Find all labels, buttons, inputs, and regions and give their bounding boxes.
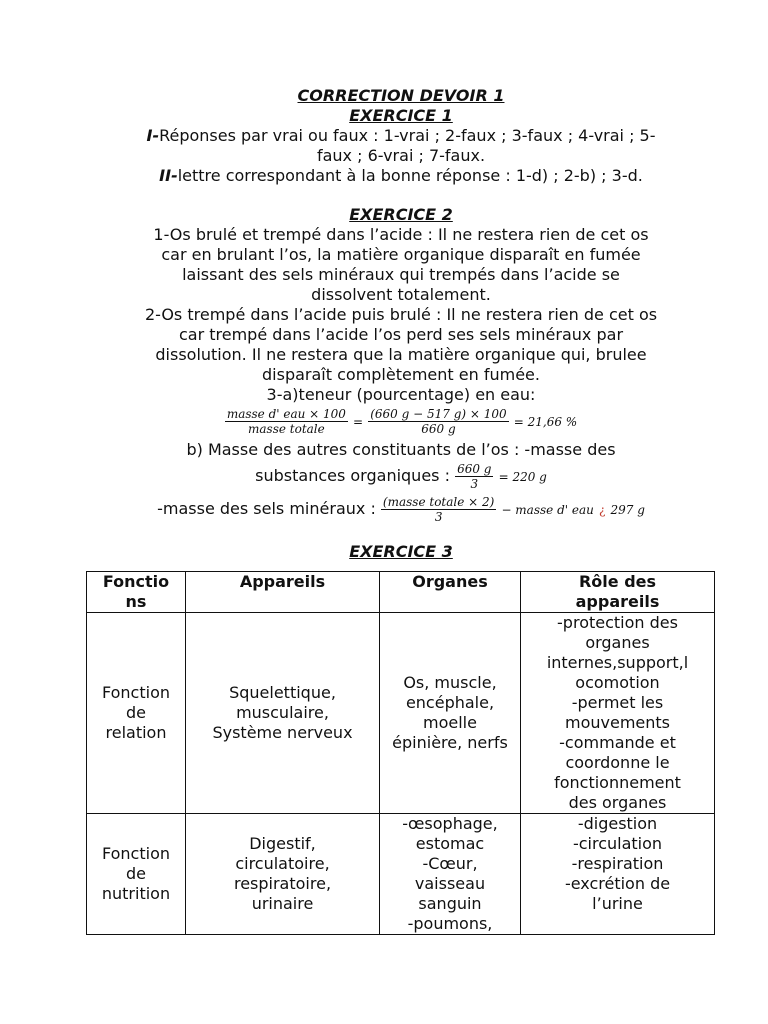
organic-mass-fraction [455, 462, 493, 491]
fraction-2-numerator: (660 g − 517 g) × 100 [370, 407, 507, 421]
mineral-mass-label: -masse des sels minéraux : [157, 499, 376, 518]
document-title: CORRECTION DEVOIR 1 [297, 86, 505, 105]
part-2-prefix: II- [159, 166, 178, 185]
exercise-2-line: dissolvent totalement. [311, 285, 491, 304]
fraction-1-numerator: masse d' eau × 100 [226, 407, 346, 421]
exercise-2-line: 3-a)teneur (pourcentage) en eau: [266, 385, 536, 404]
exercise-2-line: car en brulant l’os, la matière organique disparaît en fumée [161, 245, 641, 264]
exercise-2-line: 1-Os brulé et trempé dans l’acide : Il ne restera rien de cet os [153, 225, 649, 244]
cell-role: -protection des organes internes,support,l ocomotion -permet les mouvements -commande et coordonne le fonctionnement des organes [521, 613, 715, 814]
exercise-2-line: dissolution. Il ne restera que la matière organique qui, brulee [155, 345, 647, 364]
exercise-2-line: 2-Os trempé dans l’acide puis brulé : Il ne restera rien de cet os [144, 305, 658, 324]
exercise-1-part-1-cont: faux ; 6-vrai ; 7-faux. [316, 146, 486, 165]
organic-mass-numerator: 660 g [457, 462, 492, 476]
organic-mass-line [86, 462, 716, 491]
exercise-2-line: laissant des sels minéraux qui trempés dans l’acide se [182, 265, 620, 284]
exercise-2-body [86, 225, 716, 405]
mineral-mass-line [86, 495, 716, 524]
mineral-mass-minus-water: − masse d' eau [501, 503, 594, 517]
exercise-3-heading: EXERCICE 3 [349, 542, 453, 561]
fraction-2-denominator: 660 g [421, 422, 456, 436]
cell-fonction: Fonction de relation [87, 613, 186, 814]
exercise-1-part-2 [86, 166, 716, 186]
cell-fonction: Fonction de nutrition [87, 814, 186, 935]
document-page [86, 86, 716, 562]
header-appareils: Appareils [186, 572, 380, 613]
cell-organes: -œsophage, estomac -Cœur, vaisseau sanguin -poumons, [380, 814, 521, 935]
header-role: Rôle des appareils [521, 572, 715, 613]
cell-organes: Os, muscle, encéphale, moelle épinière, nerfs [380, 613, 521, 814]
fraction-1 [225, 407, 348, 436]
exercise-1-heading: EXERCICE 1 [349, 106, 453, 125]
mineral-mass-denominator: 3 [434, 510, 443, 524]
fraction-1-denominator: masse totale [248, 422, 325, 436]
part-b-line-1: b) Masse des autres constituants de l’os : -masse des [186, 440, 616, 459]
mineral-mass-result: 297 g [610, 503, 645, 517]
exercise-2-heading: EXERCICE 2 [349, 205, 453, 224]
organic-mass-label: substances organiques : [255, 466, 450, 485]
water-content-equation: $\frac{\text{masse d' eau × 100}}{\text{masse totale}}$ = $\frac{(660 g - 517 g) \times 100}{660 g}$ = 21,66 % [226, 407, 578, 436]
header-fonctions: Fonctio ns [87, 572, 186, 613]
fraction-2 [368, 407, 508, 436]
mineral-mass-numerator: (masse totale × 2) [382, 495, 495, 509]
table-row [87, 814, 715, 935]
part-2-text: lettre correspondant à la bonne réponse : 1-d) ; 2-b) ; 3-d. [177, 166, 643, 185]
table-header-row [87, 572, 715, 613]
cell-appareils: Squelettique, musculaire, Système nerveux [186, 613, 380, 814]
water-content-result: = 21,66 % [513, 415, 578, 429]
exercise-2-line: car trempé dans l’acide l’os perd ses sels minéraux par [178, 325, 624, 344]
functions-table [86, 571, 715, 935]
part-1-prefix: I- [146, 126, 160, 145]
header-organes: Organes [380, 572, 521, 613]
table-row [87, 613, 715, 814]
cell-appareils: Digestif, circulatoire, respiratoire, urinaire [186, 814, 380, 935]
exercise-1-part-1 [86, 126, 716, 146]
mineral-mass-fraction [381, 495, 496, 524]
organic-mass-result: = 220 g [498, 470, 547, 484]
organic-mass-denominator: 3 [470, 477, 479, 491]
rendering-error-mark: ¿ [598, 503, 606, 517]
cell-role: -digestion -circulation -respiration -excrétion de l’urine [521, 814, 715, 935]
exercise-2-line: disparaît complètement en fumée. [262, 365, 540, 384]
part-1-text-a: Réponses par vrai ou faux : 1-vrai ; 2-faux ; 3-faux ; 4-vrai ; 5- [159, 126, 656, 145]
